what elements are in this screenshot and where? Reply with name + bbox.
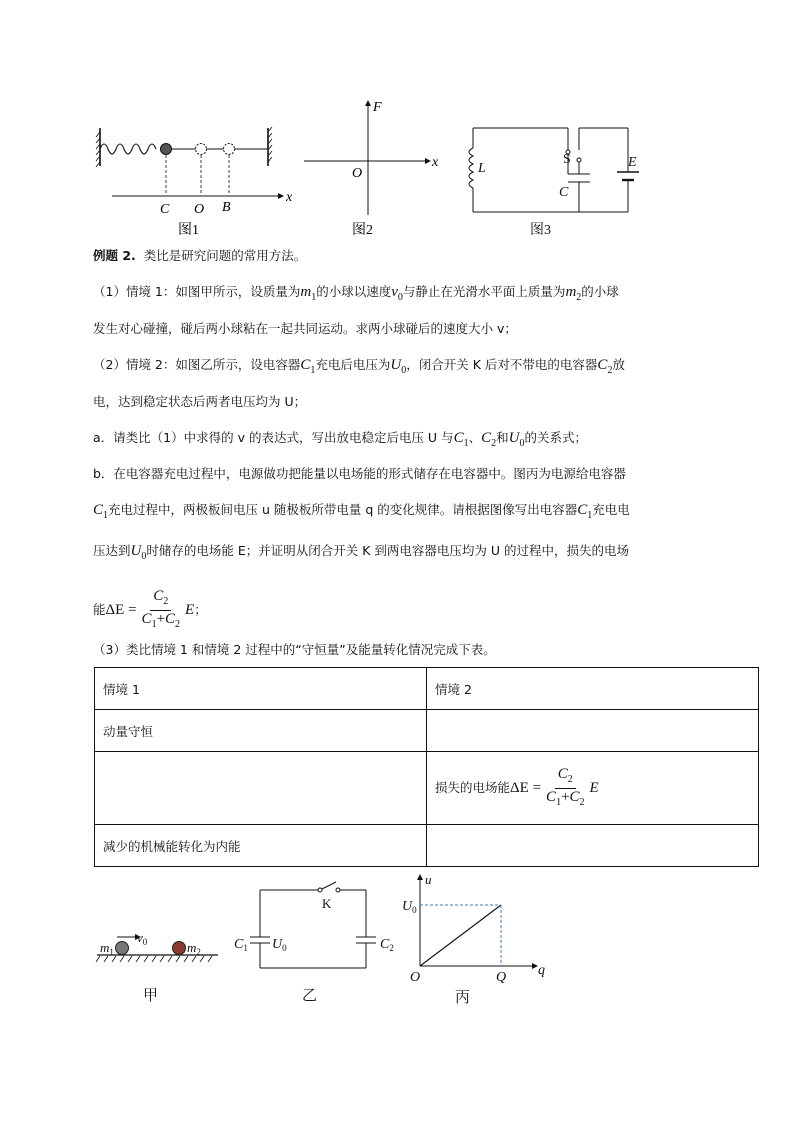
paragraph-1-line-2: [93, 319, 517, 339]
bing-label-o: O: [410, 970, 421, 985]
pb-text-7: ；: [194, 602, 207, 617]
fig1-caption: 图1: [178, 223, 199, 238]
p2-text-b: 充电后电压为: [315, 357, 391, 372]
bing-label-u: u: [425, 872, 432, 887]
pa-text-1: a．请类比（1）中求得的 v 的表达式，写出放电稳定后电压 U 与: [93, 430, 454, 445]
math-c2: $C_2$: [597, 357, 613, 376]
paragraph-3: [93, 640, 496, 660]
table-header-1: 情境 1: [95, 668, 427, 710]
pb-text-3: 充电电: [592, 502, 630, 517]
p2-text-e: 电，达到稳定状态后两者电压均为 U；: [93, 394, 307, 409]
math-u0-a: $U_0$: [508, 430, 525, 449]
bing-label-qcap: Q: [496, 970, 507, 985]
math-e-table: E: [589, 779, 599, 796]
example-intro: 类比是研究问题的常用方法。: [143, 248, 307, 263]
paragraph-b-line-4: [93, 588, 207, 633]
pb-text-5: 时储存的电场能 E；并证明从闭合开关 K 到两电容器电压均为 U 的过程中，损失的电场: [146, 543, 629, 558]
fig2-label-x: x: [432, 155, 439, 170]
math-u0-b: $U_0$: [130, 543, 147, 562]
math-e: E: [185, 602, 195, 618]
p2-text-a: （2）情境 2：如图乙所示，设电容器: [93, 357, 301, 372]
spring: [100, 144, 156, 154]
table-cell-r3c1: 减少的机械能转化为内能: [95, 825, 427, 867]
p1-text-d: 的小球: [581, 284, 619, 299]
math-delta-e-table: ΔE =: [510, 779, 542, 796]
table-row: [95, 752, 759, 825]
table-row: [95, 668, 759, 710]
math-v0: $v_0$: [391, 284, 403, 303]
math-m2: $m_2$: [565, 284, 582, 303]
pb-text-6: 能: [93, 602, 106, 617]
r2c2-prefix: 损失的电场能: [435, 779, 511, 795]
yi-caption: 乙: [302, 988, 318, 1004]
p2-text-d: 放: [612, 357, 625, 372]
figure-yi: [250, 882, 376, 968]
table-cell-r3c2[interactable]: [427, 825, 759, 867]
table-cell-r2c1[interactable]: [95, 752, 427, 825]
paragraph-b-line-3: [93, 541, 629, 567]
table-header-2: 情境 2: [427, 668, 759, 710]
paragraph-2-line-2: [93, 392, 306, 412]
fig3-label-s: S: [563, 152, 571, 167]
fig3-caption: 图3: [530, 223, 551, 238]
fig1-label-c: C: [160, 202, 170, 217]
fig3-label-l: L: [478, 161, 486, 176]
paragraph-1-line-1: [93, 282, 619, 308]
paragraph-a: [93, 428, 587, 454]
math-c1-a: $C_1$: [453, 430, 469, 449]
table-row: [95, 825, 759, 867]
table-cell-r2c2: [427, 752, 759, 825]
comparison-table: [94, 667, 759, 867]
pa-text-3: 和: [496, 430, 509, 445]
fraction-c2-over-c1c2: $\frac{C_2}{C_1+C_2}$: [141, 588, 181, 630]
inductor: [469, 148, 473, 188]
table-row: [95, 710, 759, 752]
pb-text-4: 压达到: [93, 543, 131, 558]
jia-caption: 甲: [143, 988, 159, 1004]
pb-text-2: 充电过程中，两极板间电压 u 随极板所带电量 q 的变化规律。请根据图像写出电容器: [108, 502, 578, 517]
bottom-figures: [0, 868, 794, 1018]
p1-text-b: 的小球以速度: [316, 284, 392, 299]
fig2-caption: 图2: [352, 223, 373, 238]
paragraph-b-line-2: [93, 500, 630, 526]
math-c2-a: $C_2$: [481, 430, 497, 449]
figure-bing: [402, 872, 545, 1006]
math-m1: $m_1$: [300, 284, 317, 303]
fig2-label-f: F: [373, 100, 382, 115]
yi-label-u0: $U_0$: [272, 937, 287, 953]
math-u0: $U_0$: [390, 357, 407, 376]
p1-text-c: 与静止在光滑水平面上质量为: [402, 284, 566, 299]
figure-2: [304, 100, 439, 238]
p1-text-a: （1）情境 1：如图甲所示，设质量为: [93, 284, 301, 299]
yi-label-c2: $C_2$: [380, 937, 394, 953]
pa-text-4: 的关系式；: [524, 430, 587, 445]
figure-1: [96, 127, 293, 238]
p3-text: （3）类比情境 1 和情境 2 过程中的“守恒量”及能量转化情况完成下表。: [93, 642, 496, 657]
math-c1-b2: $C_1$: [577, 502, 593, 521]
jia-label-m1: $m_1$: [100, 940, 114, 957]
example-title: 例题 2.: [93, 248, 136, 263]
ball: [161, 144, 172, 155]
fig3-label-c: C: [559, 185, 569, 200]
pa-text-2: 、: [468, 430, 482, 445]
figure-3: [469, 128, 639, 212]
jia-label-v0: $v_0$: [137, 930, 148, 947]
yi-label-c1: $C_1$: [234, 937, 248, 953]
bing-label-u0: $U_0$: [402, 899, 417, 915]
jia-label-m2: $m_2$: [187, 940, 201, 957]
example-title-line: [93, 246, 306, 266]
paragraph-2-line-1: [93, 355, 625, 381]
fraction-table: $\frac{C_2}{C_1+C_2}$: [546, 765, 585, 808]
paragraph-b-line-1: [93, 464, 626, 484]
yi-label-k: K: [322, 896, 332, 911]
bing-label-q: q: [538, 963, 545, 978]
fig2-label-o: O: [352, 166, 363, 181]
table-cell-r1c2[interactable]: [427, 710, 759, 752]
p2-text-c: ，闭合开关 K 后对不带电的电容器: [406, 357, 598, 372]
bing-caption: 丙: [455, 990, 471, 1006]
pb-text-1: b．在电容器充电过程中，电源做功把能量以电场能的形式储存在电容器中。图丙为电源给电容器: [93, 466, 626, 481]
table-cell-r1c1: 动量守恒: [95, 710, 427, 752]
fig1-label-b: B: [222, 200, 231, 215]
math-delta-e: ΔE =: [105, 602, 137, 618]
p1-text-e: 发生对心碰撞，碰后两小球粘在一起共同运动。求两小球碰后的速度大小 v；: [93, 321, 517, 336]
fig1-label-x: x: [286, 190, 293, 205]
math-c1: $C_1$: [300, 357, 316, 376]
fig1-label-o: O: [194, 202, 205, 217]
top-figures: [0, 0, 794, 245]
math-c1-b1: $C_1$: [93, 502, 109, 521]
ball-m1: [116, 942, 129, 955]
fig3-label-e: E: [628, 155, 637, 170]
ball-m2: [173, 942, 186, 955]
figure-jia: [96, 930, 218, 1004]
